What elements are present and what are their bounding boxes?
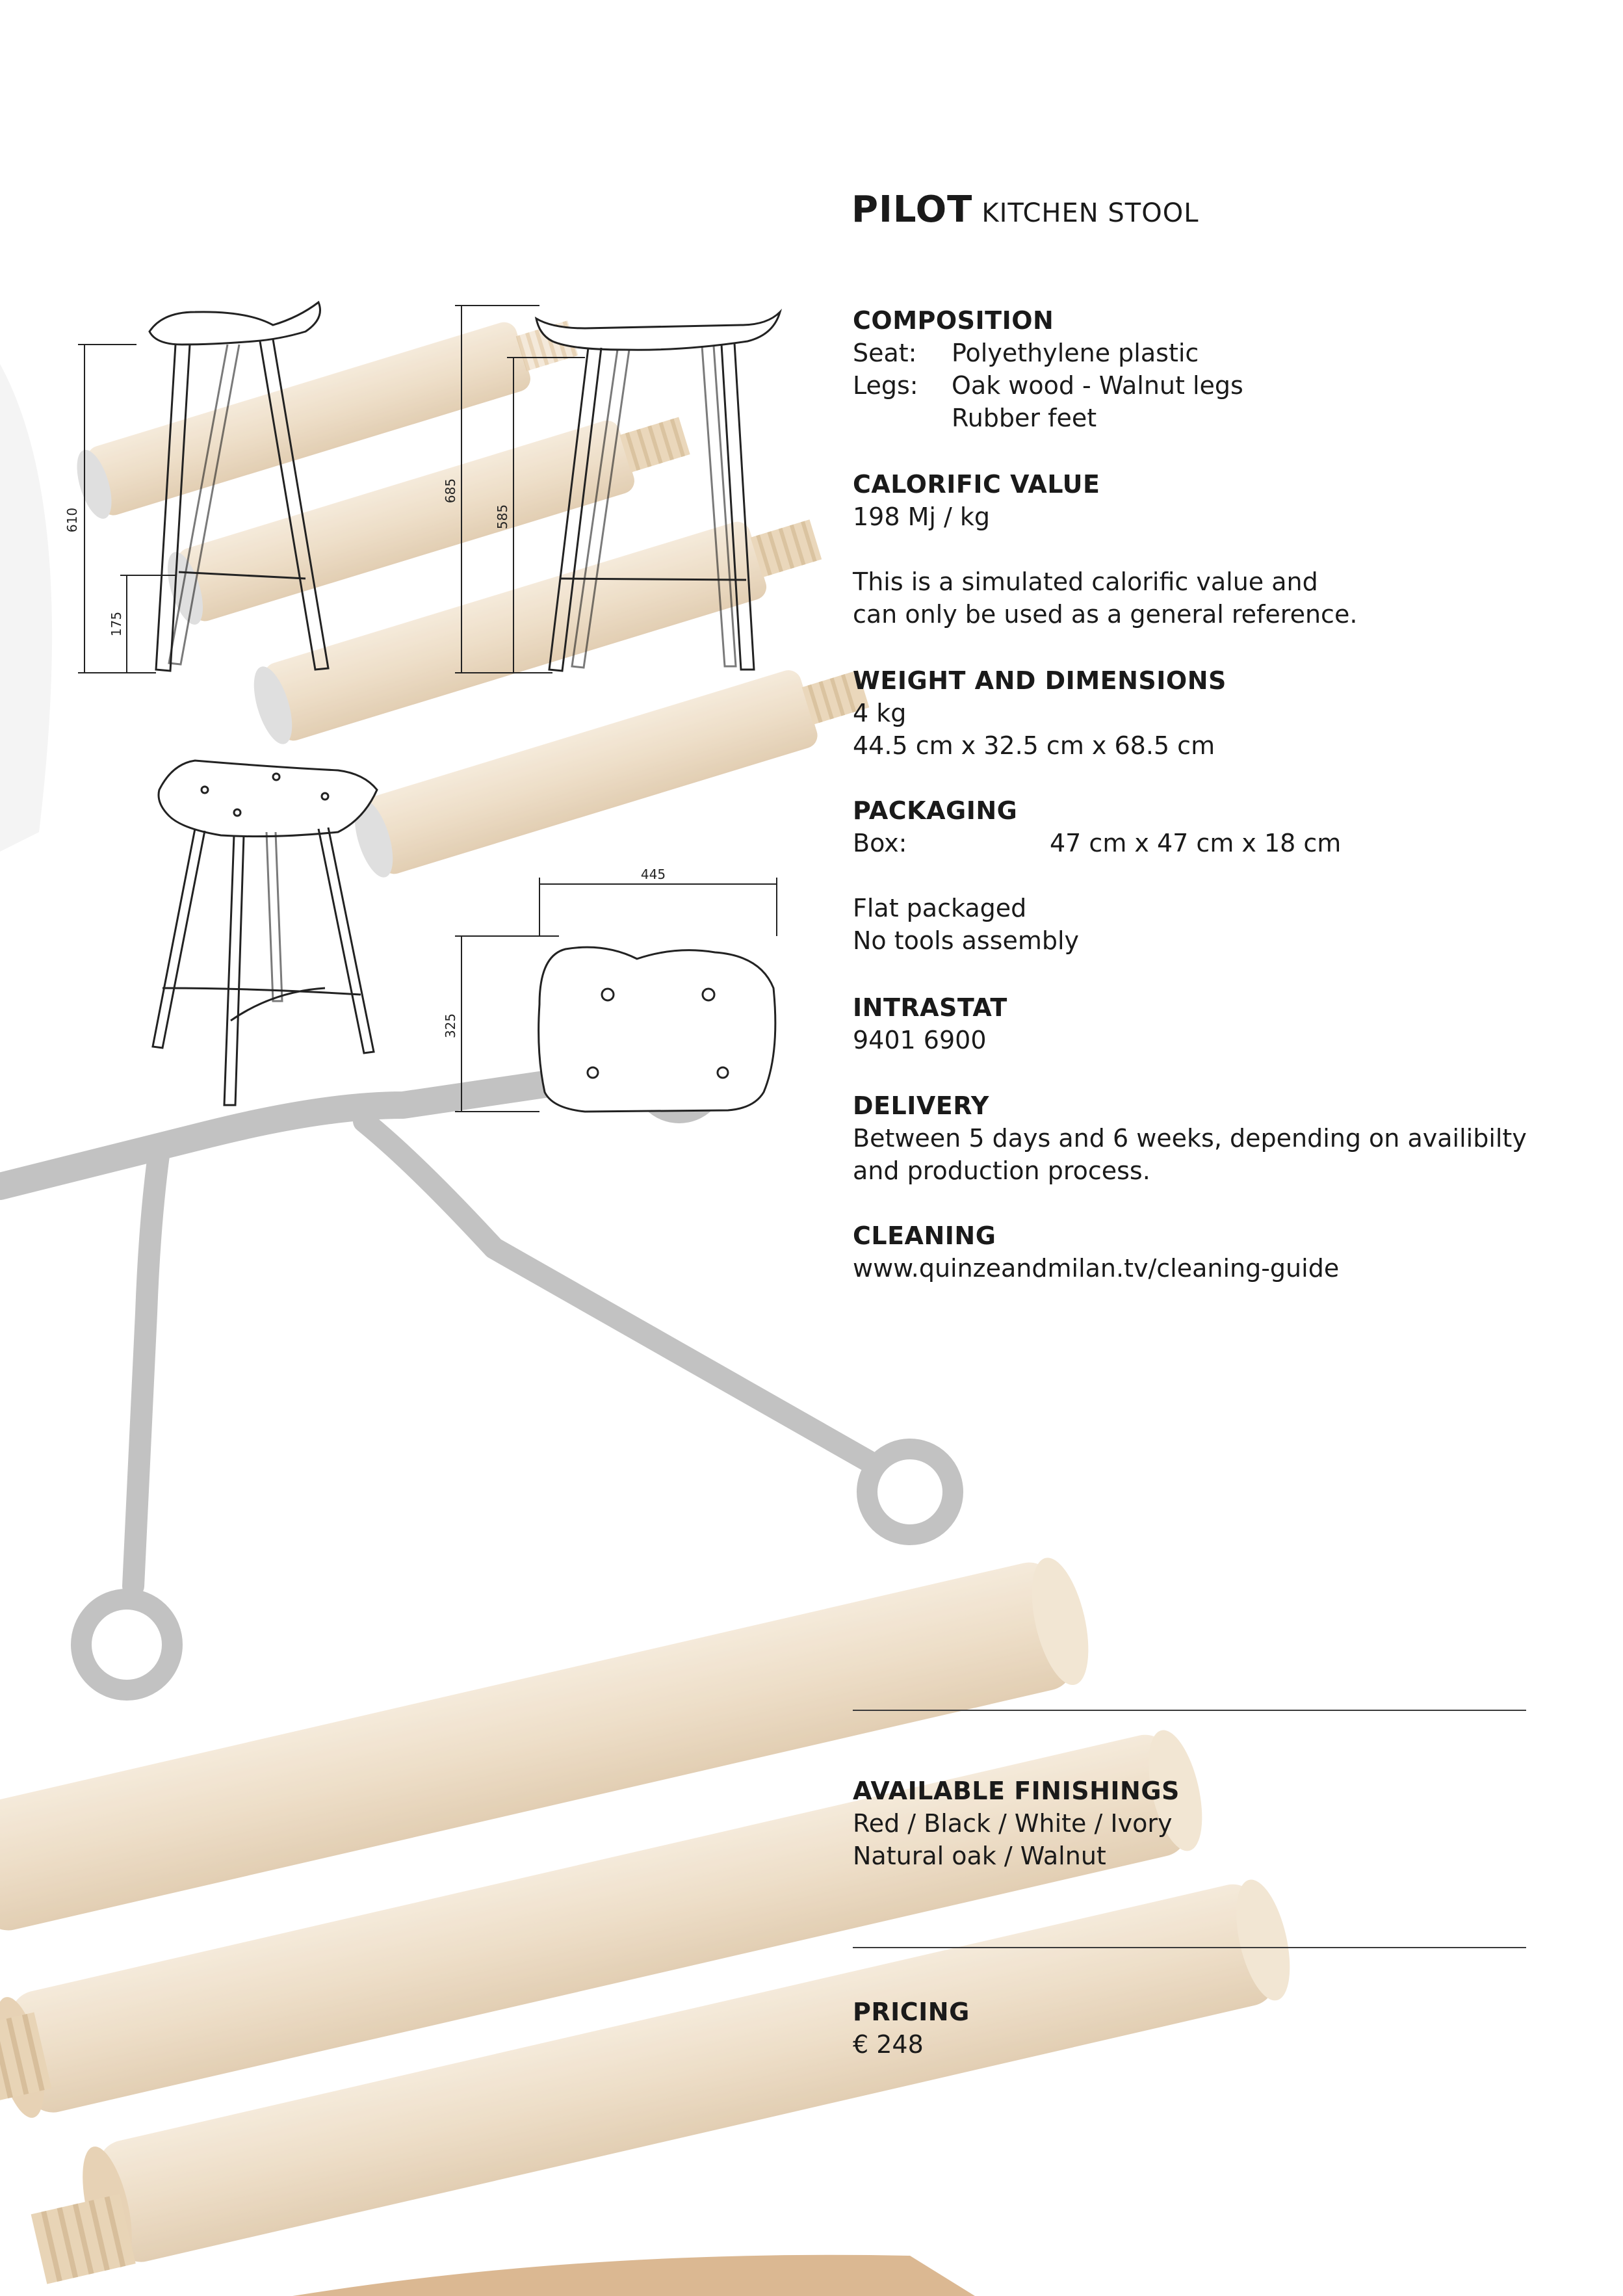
- calorific-note-1: This is a simulated calorific value and: [853, 567, 1318, 596]
- pricing-heading: PRICING: [853, 1998, 970, 2026]
- product-subtitle: KITCHEN STOOL: [981, 198, 1199, 228]
- delivery-heading: DELIVERY: [853, 1091, 989, 1120]
- composition-seat: Seat: Polyethylene plastic: [853, 339, 1199, 367]
- composition-section: [853, 304, 1594, 434]
- packaging-note-2: No tools assembly: [853, 926, 1080, 955]
- calorific-section: [853, 468, 1594, 631]
- pricing-section: [853, 1996, 1594, 2061]
- dim-front-height: 685: [443, 478, 458, 504]
- delivery-line-1: Between 5 days and 6 weeks, depending on availibilty: [853, 1124, 1527, 1153]
- packaging-heading: PACKAGING: [853, 796, 1018, 825]
- finishings-section: [853, 1775, 1594, 1872]
- calorific-heading: CALORIFIC VALUE: [853, 470, 1100, 499]
- cleaning-link[interactable]: www.quinzeandmilan.tv/cleaning-guide: [853, 1254, 1340, 1283]
- cleaning-heading: CLEANING: [853, 1221, 996, 1250]
- dimensions-value: 44.5 cm x 32.5 cm x 68.5 cm: [853, 731, 1215, 760]
- weight-value: 4 kg: [853, 699, 907, 727]
- finishings-heading: AVAILABLE FINISHINGS: [853, 1777, 1180, 1805]
- dim-front-seat: 585: [495, 504, 510, 530]
- product-name: PILOT: [851, 189, 973, 231]
- finishings-line-2: Natural oak / Walnut: [853, 1842, 1106, 1870]
- dim-top-depth: 325: [443, 1013, 458, 1039]
- dim-side-footrest: 175: [109, 611, 124, 637]
- composition-feet: Rubber feet: [952, 404, 1097, 432]
- intrastat-section: [853, 991, 1594, 1056]
- dim-top-width: 445: [640, 867, 666, 882]
- finishings-line-1: Red / Black / White / Ivory: [853, 1809, 1173, 1838]
- intrastat-heading: INTRASTAT: [853, 993, 1007, 1022]
- calorific-value: 198 Mj / kg: [853, 502, 991, 531]
- intrastat-code: 9401 6900: [853, 1026, 987, 1054]
- pricing-value: € 248: [853, 2030, 924, 2059]
- dim-side-height: 610: [64, 507, 80, 533]
- cleaning-section: [853, 1220, 1594, 1285]
- weight-section: [853, 664, 1594, 762]
- product-title: [851, 189, 1199, 231]
- packaging-box: Box: 47 cm x 47 cm x 18 cm: [853, 829, 1342, 857]
- calorific-note-2: can only be used as a general reference.: [853, 600, 1358, 629]
- delivery-line-2: and production process.: [853, 1156, 1150, 1185]
- divider-1: [853, 1710, 1526, 1711]
- packaging-section: [853, 794, 1594, 957]
- weight-heading: WEIGHT AND DIMENSIONS: [853, 666, 1227, 695]
- composition-heading: COMPOSITION: [853, 306, 1054, 335]
- delivery-section: [853, 1089, 1594, 1187]
- composition-legs: Legs: Oak wood - Walnut legs: [853, 371, 1243, 400]
- packaging-note-1: Flat packaged: [853, 894, 1027, 922]
- divider-2: [853, 1947, 1526, 1948]
